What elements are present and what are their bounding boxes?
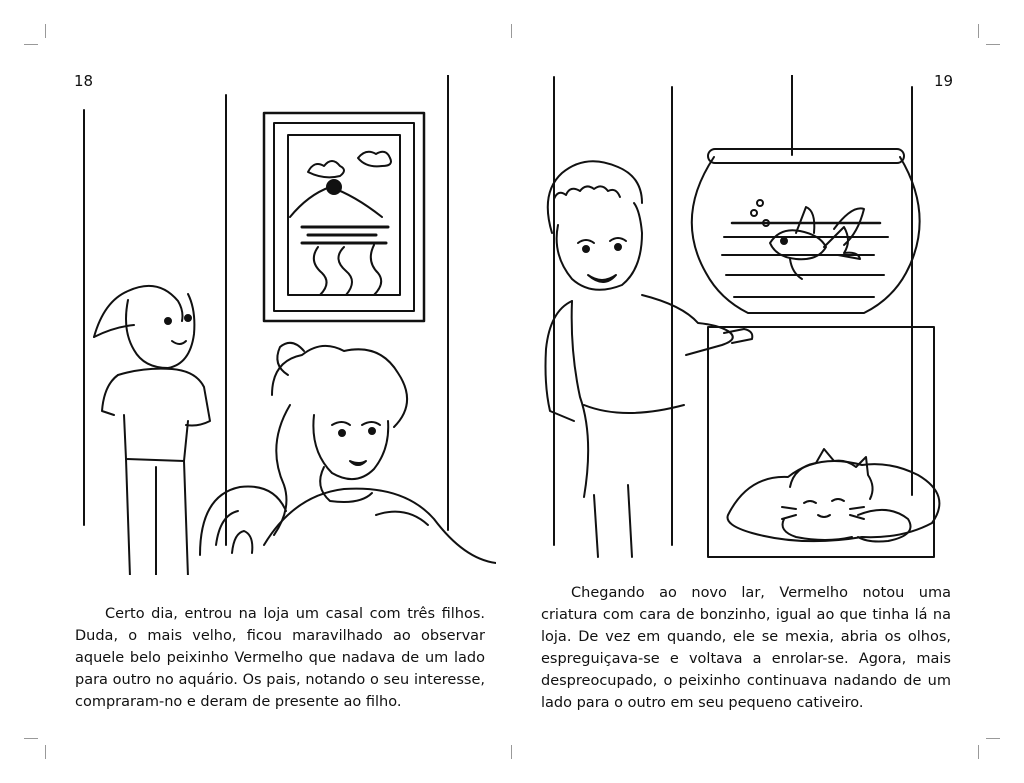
crop-mark bbox=[986, 44, 1000, 45]
illustration-boy-aquarium-cat bbox=[528, 75, 953, 565]
crop-mark bbox=[986, 738, 1000, 739]
crop-mark bbox=[511, 24, 512, 38]
crop-mark bbox=[45, 745, 46, 759]
crop-mark bbox=[511, 745, 512, 759]
crop-mark bbox=[45, 24, 46, 38]
crop-mark bbox=[978, 24, 979, 38]
page-number-right: 19 bbox=[934, 72, 954, 90]
paragraph: Certo dia, entrou na loja um casal com três filhos. Duda, o mais velho, ficou maravilhado ao observar aquele belo peixinho Vermelho que nadava de um lado para outro no aquário. Os pais, notando o seu interesse, compraram-no e deram de presente ao filho. bbox=[75, 606, 485, 710]
crop-mark bbox=[978, 745, 979, 759]
page-number-left: 18 bbox=[74, 72, 94, 90]
story-text-right bbox=[541, 582, 951, 714]
paragraph: Chegando ao novo lar, Vermelho notou uma criatura com cara de bonzinho, igual ao que tinha lá na loja. De vez em quando, ele se mexia, abria os olhos, espreguiçava-se e voltava a enrolar-se. Agora, mais despreocupado, o peixinho continuava nadando de um lado para o outro em seu pequeno cativeiro. bbox=[541, 585, 951, 711]
crop-mark bbox=[24, 44, 38, 45]
story-text-left bbox=[75, 603, 485, 713]
illustration-shop-children bbox=[76, 75, 496, 575]
crop-mark bbox=[24, 738, 38, 739]
